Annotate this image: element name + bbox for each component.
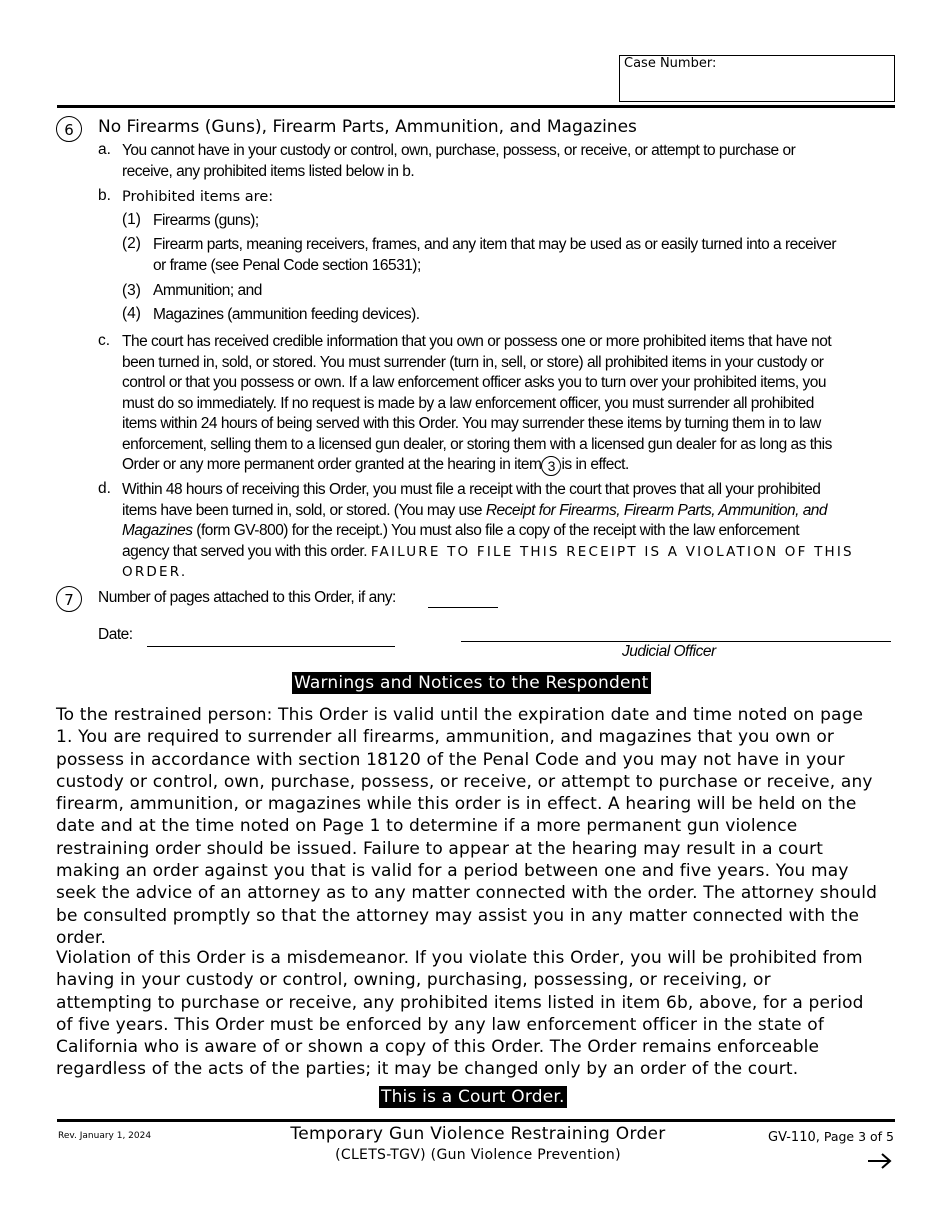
- item-6c-line: control or that you possess or own. If a law enforcement officer asks you to turn over your prohibited items, you: [122, 374, 826, 391]
- warning-line: restraining order should be issued. Failure to appear at the hearing may result in a court: [56, 838, 824, 859]
- item-6b2-line: or frame (see Penal Code section 16531);: [153, 256, 421, 274]
- form-page-info: [768, 1129, 894, 1145]
- item-6c-line: The court has received credible information that you own or possess one or more prohibited items that have not: [122, 333, 832, 350]
- date-field[interactable]: [147, 646, 395, 647]
- item-6c-last-text: Order or any more permanent order granted at the hearing in item: [122, 456, 542, 473]
- page-number: Page 3 of 5: [823, 1129, 894, 1144]
- item-6d-line: [122, 562, 854, 583]
- warnings-paragraph-2: [56, 947, 864, 1081]
- item-6b2-text: [153, 235, 836, 276]
- item-6d-line: [122, 542, 854, 563]
- item-6d-letter: d.: [98, 480, 111, 497]
- item-6a-line: You cannot have in your custody or control, own, purchase, possess, or receive, or attempt to purchase or: [122, 142, 796, 159]
- warning-line: having in your custody or control, owning, purchasing, possessing, or receiving, or: [56, 970, 771, 991]
- case-number-label: Case Number:: [624, 56, 717, 71]
- item-6d-text: [122, 480, 854, 583]
- item-6d-text-part: (form GV-800) for the receipt.) You must also file a copy of the receipt with the law enforcement: [196, 522, 800, 539]
- item-6b-text: Prohibited items are:: [122, 189, 274, 205]
- form-gv800-title: Receipt for Firearms, Firearm Parts, Ammunition, and: [485, 501, 828, 519]
- item-6d-line: [122, 521, 854, 542]
- item-6c-last-text: is in effect.: [561, 456, 629, 473]
- item-6d-text-part: items have been turned in, sold, or stored. (You may use: [122, 501, 483, 519]
- warning-line: To the restrained person: This Order is valid until the expiration date and time noted on page: [56, 705, 864, 725]
- item-6b4-num: (4): [122, 305, 141, 322]
- revision-date: Rev. January 1, 2024: [58, 1131, 152, 1141]
- item-6a-text: [122, 141, 795, 182]
- item-6-number: 6: [56, 116, 82, 142]
- item-7-number: 7: [56, 586, 82, 612]
- court-order-banner: This is a Court Order.: [381, 1087, 565, 1107]
- form-title: Temporary Gun Violence Restraining Order: [290, 1124, 666, 1144]
- warning-line: 1. You are required to surrender all firearms, ammunition, and magazines that you own or: [56, 727, 835, 748]
- item-6-title: No Firearms (Guns), Firearm Parts, Ammunition, and Magazines: [98, 117, 637, 137]
- warning-line: making an order against you that is valid for a period between one and five years. You may: [56, 861, 849, 882]
- failure-warning-caps: FAILURE TO FILE THIS RECEIPT IS A VIOLATION OF THIS: [370, 543, 854, 560]
- form-id: GV-110,: [768, 1130, 820, 1145]
- item-6b3-text: Ammunition; and: [153, 282, 262, 299]
- item-6a-line: receive, any prohibited items listed below in b.: [122, 162, 415, 180]
- case-number-box[interactable]: [619, 55, 895, 102]
- warning-line: custody or control, own, purchase, possess, or receive, or attempt to purchase or receive, any: [56, 771, 873, 792]
- item-6b1-num: (1): [122, 211, 141, 228]
- warnings-heading: Warnings and Notices to the Respondent: [294, 673, 649, 693]
- item-6c-line: [122, 455, 832, 476]
- item-6c-letter: c.: [98, 332, 111, 349]
- warning-line: order.: [56, 927, 107, 948]
- warning-line: of five years. This Order must be enforced by any law enforcement officer in the state of: [56, 1014, 824, 1035]
- item-6d-text-part: agency that served you with this order.: [122, 542, 368, 560]
- warning-line: Violation of this Order is a misdemeanor. If you violate this Order, you will be prohibited from: [56, 948, 863, 968]
- item-6b2-num: (2): [122, 235, 141, 252]
- item-6c-line: enforcement, selling them to a licensed gun dealer, or storing them with a licensed gun dealer for as long as this: [122, 435, 832, 453]
- warning-line: possess in accordance with section 18120 of the Penal Code and you may not have in your: [56, 749, 845, 770]
- item-3-reference: 3: [541, 456, 561, 476]
- warnings-paragraph-1: [56, 704, 877, 949]
- item-6b4-text: Magazines (ammunition feeding devices).: [153, 306, 420, 323]
- warning-line: date and at the time noted on Page 1 to determine if a more permanent gun violence: [56, 816, 798, 837]
- warning-line: attempting to purchase or receive, any prohibited items listed in item 6b, above, for a period: [56, 992, 864, 1013]
- judicial-officer-label: Judicial Officer: [622, 643, 716, 660]
- warning-line: seek the advice of an attorney as to any matter connected with the order. The attorney should: [56, 883, 878, 904]
- warning-line: firearm, ammunition, or magazines while this order is in effect. A hearing will be held on the: [56, 794, 857, 815]
- warning-line: regardless of the acts of the parties; it may be changed only by an order of the court.: [56, 1059, 799, 1080]
- item-6a-letter: a.: [98, 141, 111, 158]
- top-divider: [57, 105, 895, 108]
- date-label: Date:: [98, 626, 133, 643]
- item-7-text: Number of pages attached to this Order, if any:: [98, 589, 396, 606]
- item-6d-line: [122, 501, 854, 522]
- item-6c-line: must do so immediately. If no request is made by a law enforcement officer, you must surrender all prohibited: [122, 394, 814, 412]
- item-6b3-num: (3): [122, 282, 141, 299]
- form-subtitle: (CLETS-TGV) (Gun Violence Prevention): [335, 1147, 621, 1163]
- item-6b2-line: Firearm parts, meaning receivers, frames, and any item that may be used as or easily turned into a receiver: [153, 236, 837, 253]
- item-6b-letter: b.: [98, 187, 111, 204]
- pages-attached-field[interactable]: [428, 607, 498, 608]
- item-6c-line: been turned in, sold, or stored. You must surrender (turn in, sell, or store) all prohibited items in your custody or: [122, 353, 824, 371]
- item-6c-line: items within 24 hours of being served with this Order. You may surrender these items by turning them in to law: [122, 415, 821, 432]
- item-6d-line: Within 48 hours of receiving this Order, you must file a receipt with the court that proves that all your prohibited: [122, 481, 821, 498]
- failure-warning-caps: ORDER.: [122, 564, 188, 580]
- right-arrow-icon: [866, 1151, 894, 1171]
- footer-divider: [57, 1119, 895, 1122]
- warning-line: California who is aware of or shown a copy of this Order. The Order remains enforceable: [56, 1037, 820, 1058]
- warning-line: be consulted promptly so that the attorney may assist you in any matter connected with the: [56, 905, 860, 926]
- form-gv800-title: Magazines: [122, 522, 193, 539]
- item-6b1-text: Firearms (guns);: [153, 212, 259, 229]
- item-6c-text: [122, 332, 832, 476]
